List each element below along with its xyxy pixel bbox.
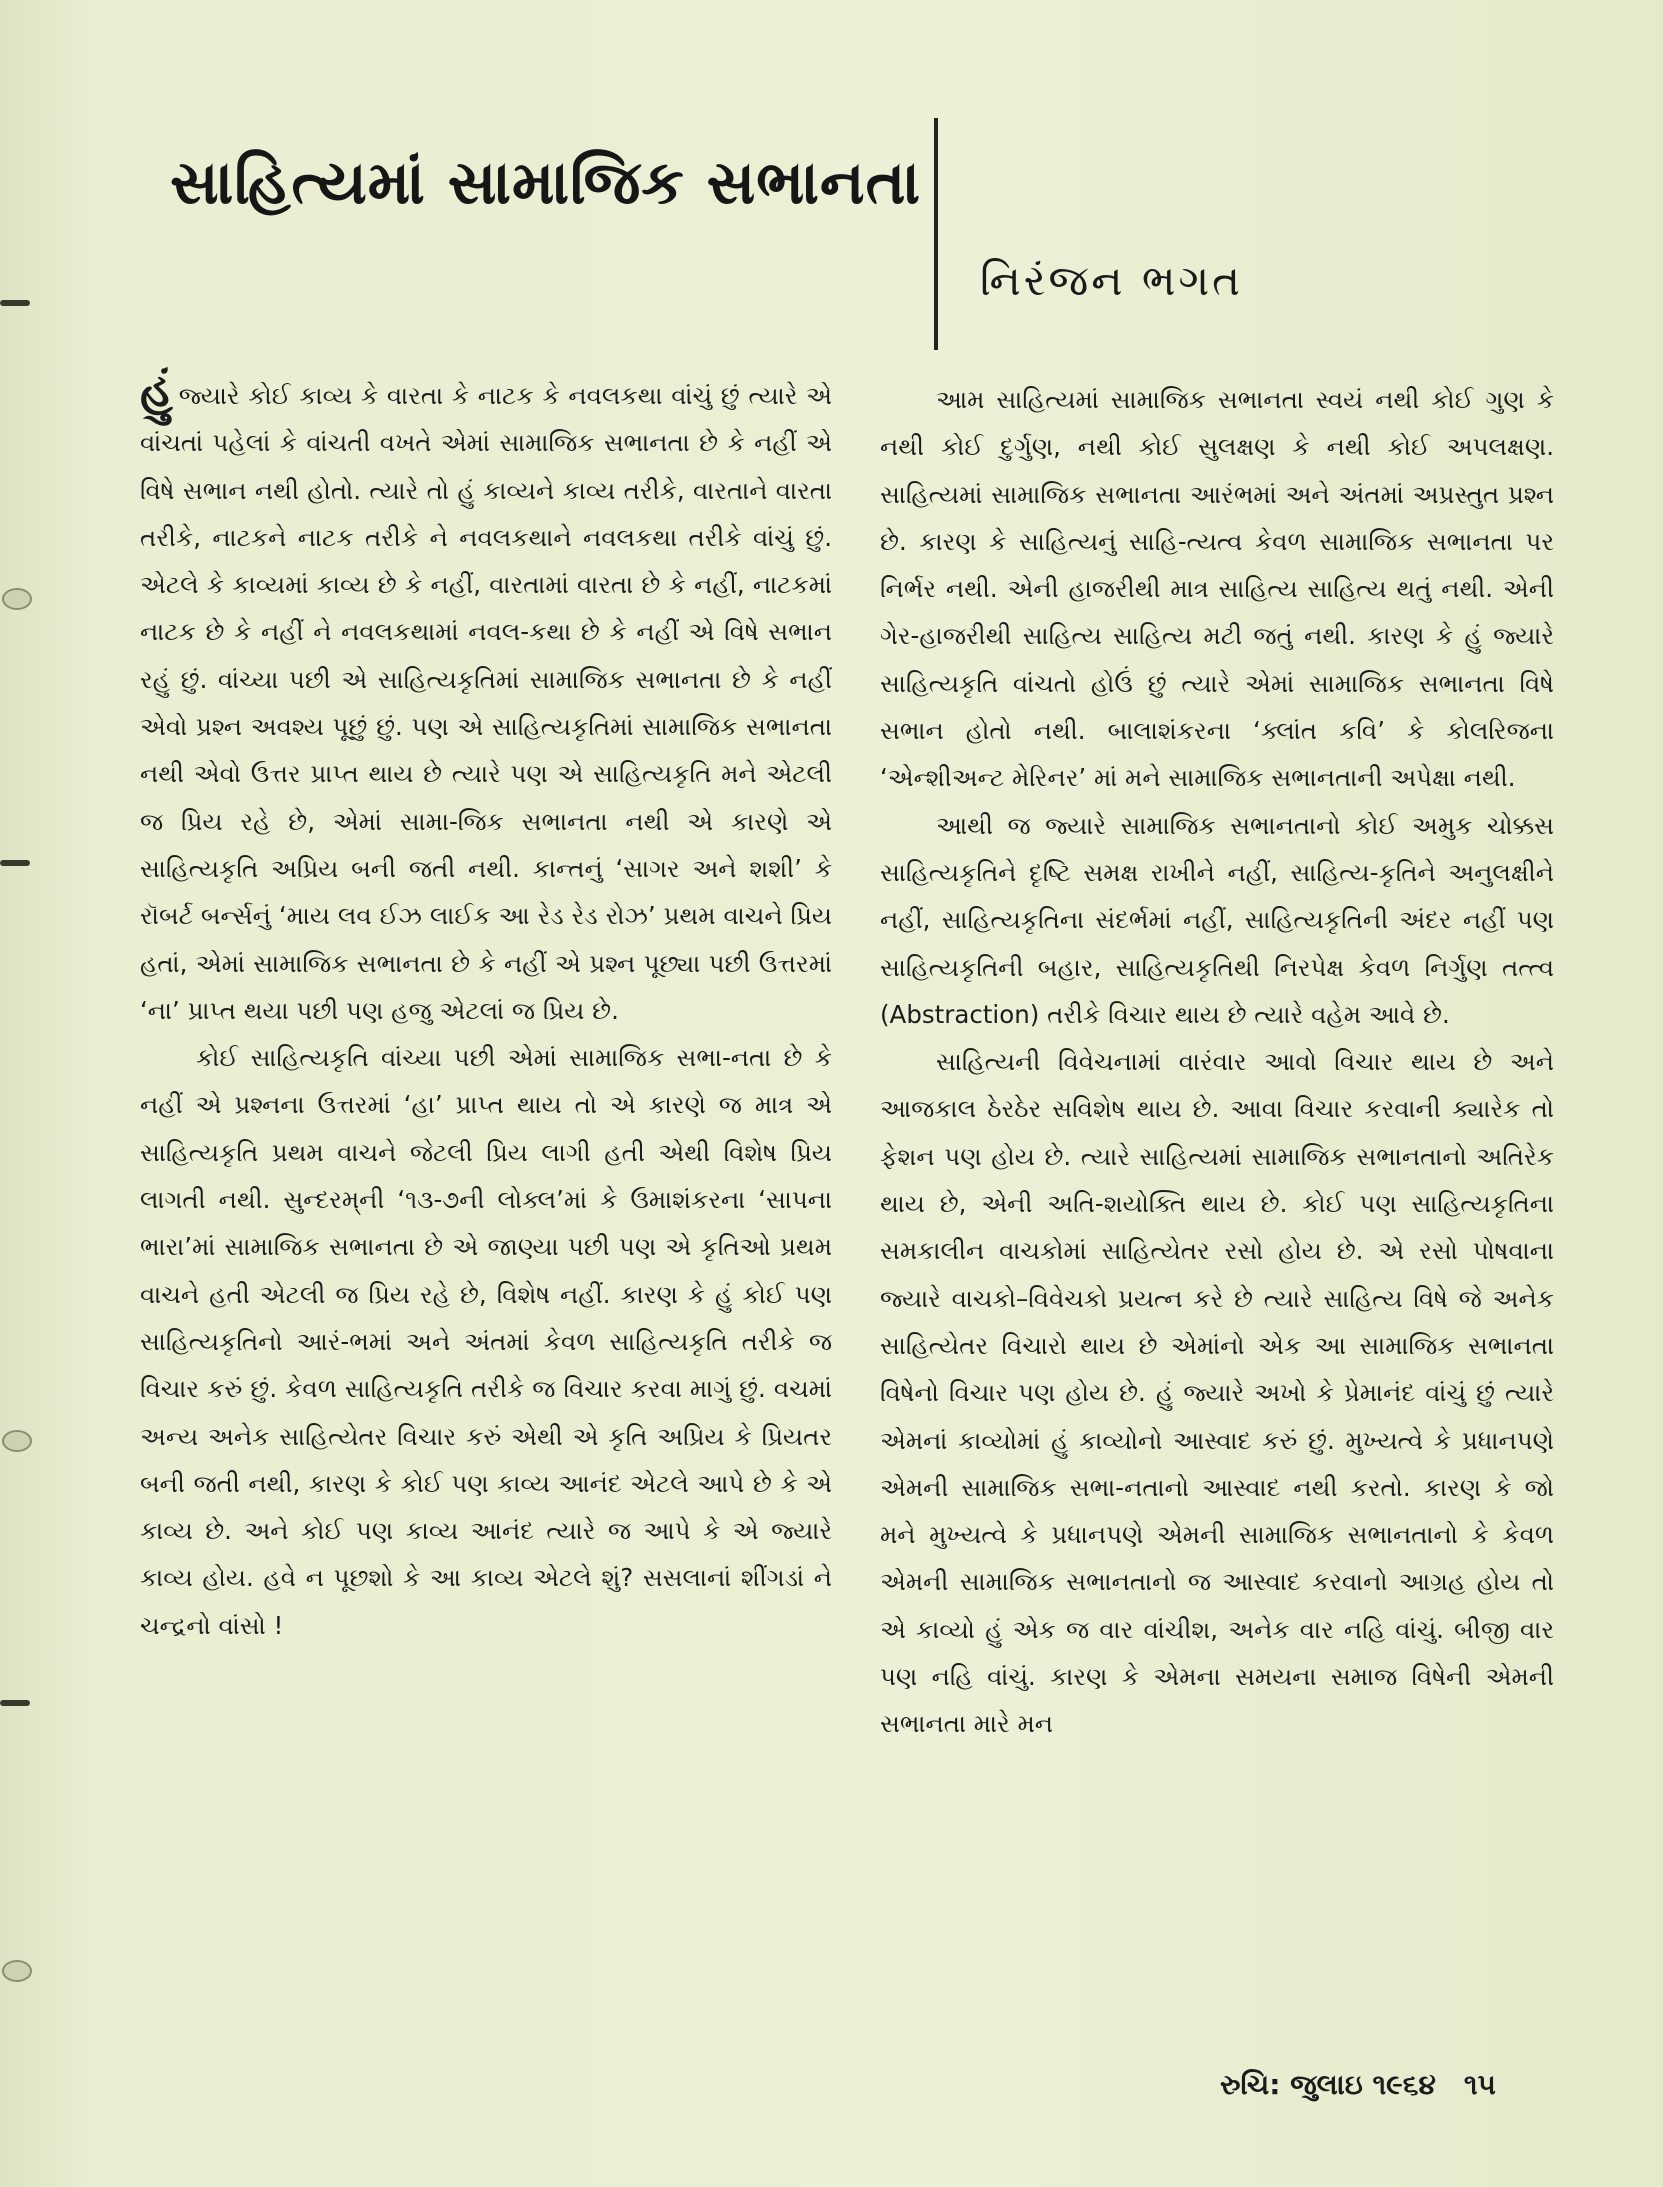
left-column	[140, 363, 832, 1649]
right-column	[880, 376, 1554, 1748]
page-number: ૧૫	[1463, 2068, 1496, 2101]
article-author: નિરંજન ભગત	[980, 256, 1243, 305]
journal-issue: રુચિ: જુલાઇ ૧૯૬૪	[1220, 2068, 1436, 2101]
paragraph: આથી જ જ્યારે સામાજિક સભાનતાનો કોઈ અમુક ચોક્કસ સાહિત્યકૃતિને દૃષ્ટિ સમક્ષ રાખીને નહીં, સાહિત્ય-કૃતિને અનુલક્ષીને નહીં, સાહિત્યકૃતિના સંદર્ભમાં નહીં, સાહિત્યકૃતિની અંદર નહીં પણ સાહિત્યકૃતિની બહાર, સાહિત્યકૃતિથી નિરપેક્ષ કેવળ નિર્ગુણ તત્ત્વ (Abstraction) તરીકે વિચાર થાય છે ત્યારે વહેમ આવે છે.	[880, 810, 1554, 1029]
binding-hole	[2, 588, 32, 610]
page-footer	[1220, 2068, 1496, 2102]
paragraph: હુંજ્યારે કોઈ કાવ્ય કે વારતા કે નાટક કે નવલકથા વાંચું છું ત્યારે એ વાંચતાં પહેલાં કે વાંચતી વખતે એમાં સામાજિક સભાનતા છે કે નહીં એ વિષે સભાન નથી હોતો. ત્યારે તો હું કાવ્યને કાવ્ય તરીકે, વારતાને વારતા તરીકે, નાટકને નાટક તરીકે ને નવલકથાને નવલકથા તરીકે વાંચું છું. એટલે કે કાવ્યમાં કાવ્ય છે કે નહીં, વારતામાં વારતા છે કે નહીં, નાટકમાં નાટક છે કે નહીં ને નવલકથામાં નવલ-કથા છે કે નહીં એ વિષે સભાન રહું છું. વાંચ્યા પછી એ સાહિત્યકૃતિમાં સામાજિક સભાનતા છે કે નહીં એવો પ્રશ્ન અવશ્ય પૂછું છું. પણ એ સાહિત્યકૃતિમાં સામાજિક સભાનતા નથી એવો ઉત્તર પ્રાપ્ત થાય છે ત્યારે પણ એ સાહિત્યકૃતિ મને એટલી જ પ્રિય રહે છે, એમાં સામા-જિક સભાનતા નથી એ કારણે એ સાહિત્યકૃતિ અપ્રિય બની જતી નથી. કાન્તનું ‘સાગર અને શશી’ કે રૉબર્ટ બર્ન્સનું ‘માય લવ ઈઝ લાઈક આ રેડ રેડ રોઝ’ પ્રથમ વાચને પ્રિય હતાં, એમાં સામાજિક સભાનતા છે કે નહીં એ પ્રશ્ન પૂછ્યા પછી ઉત્તરમાં ‘ના’ પ્રાપ્ત થયા પછી પણ હજુ એટલાં જ પ્રિય છે.	[140, 363, 832, 1025]
drop-cap: હું	[140, 363, 173, 417]
article-title: સાહિત્યમાં સામાજિક સભાનતા	[170, 148, 922, 218]
binding-mark	[0, 860, 30, 866]
binding-mark	[0, 1700, 30, 1706]
binding-hole	[2, 1430, 32, 1452]
binding-mark	[0, 300, 30, 306]
binding-hole	[2, 1960, 32, 1982]
paragraph: આમ સાહિત્યમાં સામાજિક સભાનતા સ્વયં નથી કોઈ ગુણ કે નથી કોઈ દુર્ગુણ, નથી કોઈ સુલક્ષણ કે નથી કોઈ અપલક્ષણ. સાહિત્યમાં સામાજિક સભાનતા આરંભમાં અને અંતમાં અપ્રસ્તુત પ્રશ્ન છે. કારણ કે સાહિત્યનું સાહિ-ત્યત્વ કેવળ સામાજિક સભાનતા પર નિર્ભર નથી. એની હાજરીથી માત્ર સાહિત્ય સાહિત્ય થતું નથી. એની ગેર-હાજરીથી સાહિત્ય સાહિત્ય મટી જતું નથી. કારણ કે હું જ્યારે સાહિત્યકૃતિ વાંચતો હોઉં છું ત્યારે એમાં સામાજિક સભાનતા વિષે સભાન હોતો નથી. બાલાશંકરના ‘ક્લાંત કવિ’ કે કોલરિજના ‘એન્શીઅન્ટ મેરિનર’ માં મને સામાજિક સભાનતાની અપેક્ષા નથી.	[880, 385, 1554, 793]
paragraph: સાહિત્યની વિવેચનામાં વારંવાર આવો વિચાર થાય છે અને આજકાલ ઠેરઠેર સવિશેષ થાય છે. આવા વિચાર કરવાની ક્યારેક તો ફેશન પણ હોય છે. ત્યારે સાહિત્યમાં સામાજિક સભાનતાનો અતિરેક થાય છે, એની અતિ-શયોક્તિ થાય છે. કોઈ પણ સાહિત્યકૃતિના સમકાલીન વાચકોમાં સાહિત્યેતર રસો હોય છે. એ રસો પોષવાના જ્યારે વાચકો–વિવેચકો પ્રયત્ન કરે છે ત્યારે સાહિત્ય વિષે જે અનેક સાહિત્યેતર વિચારો થાય છે એમાંનો એક આ સામાજિક સભાનતા વિષેનો વિચાર પણ હોય છે. હું જ્યારે અખો કે પ્રેમાનંદ વાંચું છું ત્યારે એમનાં કાવ્યોમાં હું કાવ્યોનો આસ્વાદ કરું છું. મુખ્યત્વે કે પ્રધાનપણે એમની સામાજિક સભા-નતાનો આસ્વાદ નથી કરતો. કારણ કે જો મને મુખ્યત્વે કે પ્રધાનપણે એમની સામાજિક સભાનતાનો કે કેવળ એમની સામાજિક સભાનતાનો જ આસ્વાદ કરવાનો આગ્રહ હોય તો એ કાવ્યો હું એક જ વાર વાંચીશ, અનેક વાર નહિ વાંચું. બીજી વાર પણ નહિ વાંચું. કારણ કે એમના સમયના સમાજ વિષેની એમની સભાનતા મારે મન	[880, 1047, 1554, 1739]
paragraph: કોઈ સાહિત્યકૃતિ વાંચ્યા પછી એમાં સામાજિક સભા-નતા છે કે નહીં એ પ્રશ્નના ઉત્તરમાં ‘હા’ પ્રાપ્ત થાય તો એ કારણે જ માત્ર એ સાહિત્યકૃતિ પ્રથમ વાચને જેટલી પ્રિય લાગી હતી એથી વિશેષ પ્રિય લાગતી નથી. સુન્દરમ્‌ની ‘૧૩-૭ની લોક્લ’માં કે ઉમાશંકરના ‘સાપના ભારા’માં સામાજિક સભાનતા છે એ જાણ્યા પછી પણ એ કૃતિઓ પ્રથમ વાચને હતી એટલી જ પ્રિય રહે છે, વિશેષ નહીં. કારણ કે હું કોઈ પણ સાહિત્યકૃતિનો આરં-ભમાં અને અંતમાં કેવળ સાહિત્યકૃતિ તરીકે જ વિચાર કરું છું. કેવળ સાહિત્યકૃતિ તરીકે જ વિચાર કરવા માગું છું. વચમાં અન્ય અનેક સાહિત્યેતર વિચાર કરું એથી એ કૃતિ અપ્રિય કે પ્રિયતર બની જતી નથી, કારણ કે કોઈ પણ કાવ્ય આનંદ એટલે આપે છે કે એ કાવ્ય છે. અને કોઈ પણ કાવ્ય આનંદ ત્યારે જ આપે કે એ જ્યારે કાવ્ય હોય. હવે ન પૂછશો કે આ કાવ્ય એટલે શું? સસલાનાં શીંગડાં ને ચન્દ્રનો વાંસો !	[140, 1043, 832, 1640]
title-divider	[934, 118, 938, 350]
